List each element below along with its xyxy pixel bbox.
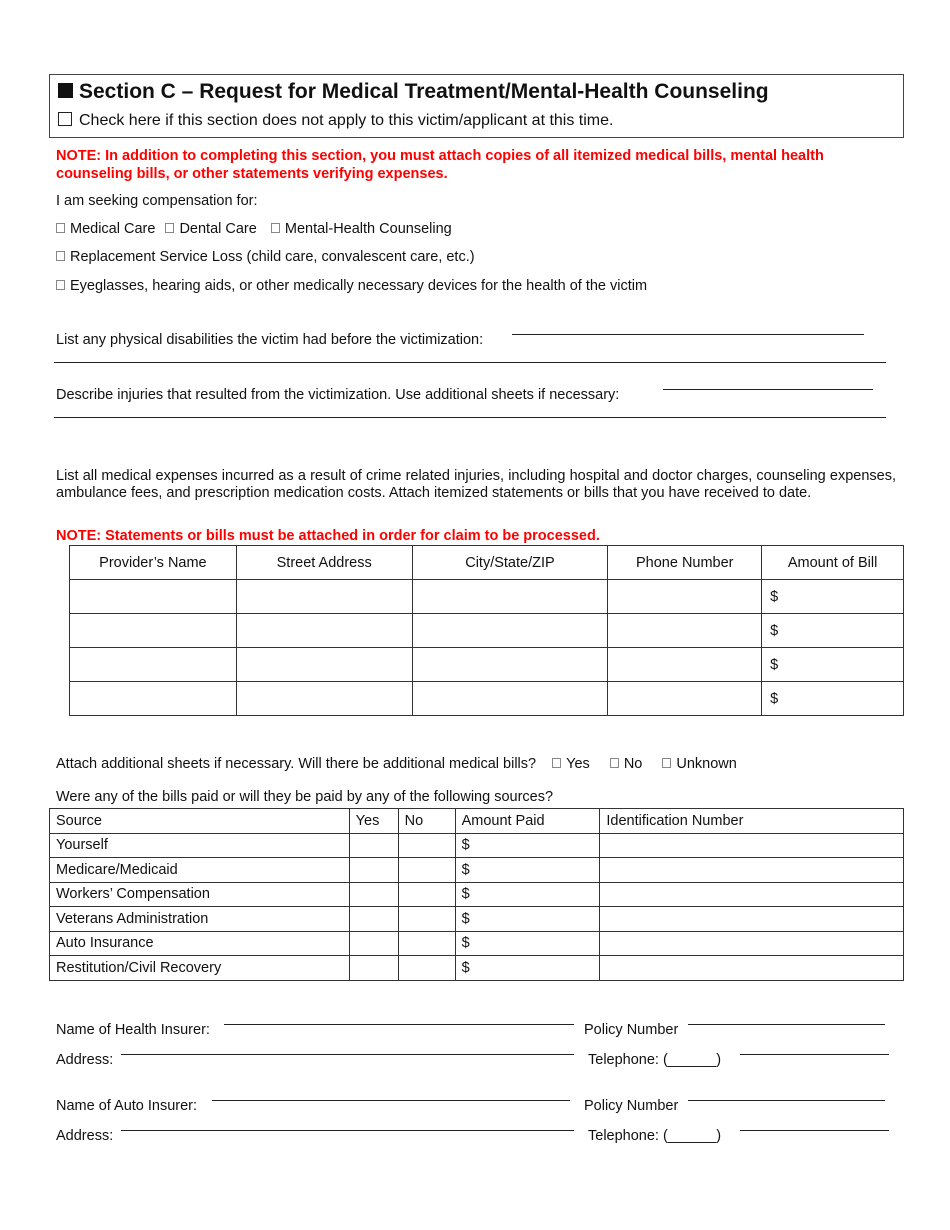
- no-cell[interactable]: [398, 833, 455, 858]
- option-yes[interactable]: [552, 756, 590, 772]
- option-label: No: [623, 756, 643, 772]
- yes-cell[interactable]: [349, 833, 398, 858]
- yes-cell[interactable]: [349, 882, 398, 907]
- col-source: Source: [50, 809, 350, 834]
- health-policy-label: Policy Number: [584, 1022, 679, 1038]
- amount-paid-cell[interactable]: $: [455, 833, 600, 858]
- yes-cell[interactable]: [349, 858, 398, 883]
- no-cell[interactable]: [398, 858, 455, 883]
- sources-question: Were any of the bills paid or will they be paid by any of the following sources?: [56, 789, 554, 805]
- table-row: [70, 648, 904, 682]
- col-city-state-zip: City/State/ZIP: [412, 546, 608, 580]
- col-provider-name: Provider’s Name: [70, 546, 237, 580]
- col-phone-number: Phone Number: [608, 546, 762, 580]
- table-row: [50, 956, 904, 981]
- checkbox-icon[interactable]: [662, 758, 671, 768]
- amount-paid-cell[interactable]: $: [455, 931, 600, 956]
- option-label: Yes: [566, 756, 590, 772]
- phone-cell[interactable]: [608, 648, 762, 682]
- option-replacement-service[interactable]: [56, 249, 475, 265]
- source-cell: Veterans Administration: [50, 907, 350, 932]
- expenses-paragraph: List all medical expenses incurred as a result of crime related injuries, including hospital and doctor charges, counseling expenses, ambulance fees, and prescription medication costs. Attach itemized statements or bills that you have received to date.: [56, 468, 896, 501]
- source-cell: Workers’ Compensation: [50, 882, 350, 907]
- square-bullet-icon: [58, 83, 73, 98]
- id-number-cell[interactable]: [600, 931, 904, 956]
- source-cell: Restitution/Civil Recovery: [50, 956, 350, 981]
- source-cell: Medicare/Medicaid: [50, 858, 350, 883]
- auto-insurer-label: Name of Auto Insurer:: [56, 1098, 198, 1114]
- id-number-cell[interactable]: [600, 882, 904, 907]
- checkbox-icon[interactable]: [56, 280, 65, 290]
- table-row: [70, 682, 904, 716]
- yes-cell[interactable]: [349, 931, 398, 956]
- no-cell[interactable]: [398, 907, 455, 932]
- auto-telephone-field[interactable]: [740, 1130, 889, 1131]
- amount-paid-cell[interactable]: $: [455, 956, 600, 981]
- phone-cell[interactable]: [608, 614, 762, 648]
- option-label: Replacement Service Loss (child care, convalescent care, etc.): [70, 249, 475, 265]
- street-cell[interactable]: [236, 648, 412, 682]
- col-amount-paid: Amount Paid: [455, 809, 600, 834]
- health-insurer-label: Name of Health Insurer:: [56, 1022, 210, 1038]
- option-eyeglasses[interactable]: [56, 278, 647, 294]
- yes-cell[interactable]: [349, 956, 398, 981]
- amount-cell[interactable]: $: [762, 580, 904, 614]
- id-number-cell[interactable]: [600, 907, 904, 932]
- amount-paid-cell[interactable]: $: [455, 882, 600, 907]
- option-label: Medical Care: [70, 221, 156, 237]
- col-street-address: Street Address: [236, 546, 412, 580]
- health-insurer-field[interactable]: [224, 1024, 574, 1025]
- auto-policy-label: Policy Number: [584, 1098, 679, 1114]
- health-policy-field[interactable]: [688, 1024, 885, 1025]
- section-header: [49, 74, 904, 138]
- disabilities-field-2[interactable]: [54, 362, 886, 363]
- yes-cell[interactable]: [349, 907, 398, 932]
- health-telephone-label: Telephone: (______): [588, 1052, 722, 1068]
- title-text: Section C – Request for Medical Treatment/Mental-Health Counseling: [79, 80, 769, 103]
- auto-address-label: Address:: [56, 1128, 114, 1144]
- options-row-1: [56, 221, 452, 237]
- option-medical-care[interactable]: [56, 221, 155, 237]
- no-cell[interactable]: [398, 956, 455, 981]
- additional-bills-label: Attach additional sheets if necessary. Will there be additional medical bills?: [56, 756, 537, 772]
- table-row: [50, 833, 904, 858]
- table-header-row: [50, 809, 904, 834]
- amount-paid-cell[interactable]: $: [455, 907, 600, 932]
- checkbox-icon[interactable]: [552, 758, 561, 768]
- auto-policy-field[interactable]: [688, 1100, 885, 1101]
- table-row: [50, 858, 904, 883]
- id-number-cell[interactable]: [600, 858, 904, 883]
- street-cell[interactable]: [236, 614, 412, 648]
- table-row: [50, 931, 904, 956]
- city-cell[interactable]: [412, 648, 608, 682]
- amount-paid-cell[interactable]: $: [455, 858, 600, 883]
- checkbox-icon[interactable]: [58, 112, 72, 126]
- table-row: [70, 580, 904, 614]
- col-identification-number: Identification Number: [600, 809, 904, 834]
- checkbox-icon[interactable]: [271, 223, 280, 233]
- health-address-field[interactable]: [121, 1054, 574, 1055]
- provider-name-cell[interactable]: [70, 614, 237, 648]
- sources-table: [49, 808, 904, 981]
- provider-name-cell[interactable]: [70, 682, 237, 716]
- option-no[interactable]: [610, 756, 643, 772]
- section-title: [58, 80, 769, 104]
- option-label: Unknown: [676, 756, 737, 772]
- option-label: Dental Care: [179, 221, 257, 237]
- health-address-label: Address:: [56, 1052, 114, 1068]
- auto-insurer-field[interactable]: [212, 1100, 570, 1101]
- col-yes: Yes: [349, 809, 398, 834]
- option-dental-care[interactable]: [165, 221, 256, 237]
- additional-bills-row: [56, 756, 737, 772]
- no-cell[interactable]: [398, 882, 455, 907]
- table-row: [50, 882, 904, 907]
- id-number-cell[interactable]: [600, 833, 904, 858]
- injuries-label: Describe injuries that resulted from the victimization. Use additional sheets if necessary:: [56, 387, 620, 403]
- provider-name-cell[interactable]: [70, 580, 237, 614]
- col-no: No: [398, 809, 455, 834]
- provider-name-cell[interactable]: [70, 648, 237, 682]
- option-label: Eyeglasses, hearing aids, or other medically necessary devices for the health of the victim: [70, 278, 648, 294]
- providers-table: [69, 545, 904, 716]
- street-cell[interactable]: [236, 580, 412, 614]
- not-apply-checkbox[interactable]: [58, 112, 613, 130]
- amount-cell[interactable]: $: [762, 682, 904, 716]
- col-amount-of-bill: Amount of Bill: [762, 546, 904, 580]
- amount-cell[interactable]: $: [762, 648, 904, 682]
- disabilities-field[interactable]: [512, 334, 864, 335]
- injuries-field[interactable]: [663, 389, 873, 390]
- id-number-cell[interactable]: [600, 956, 904, 981]
- auto-address-field[interactable]: [121, 1130, 574, 1131]
- seeking-label: I am seeking compensation for:: [56, 193, 258, 209]
- table-row: [50, 907, 904, 932]
- checkbox-icon[interactable]: [56, 251, 65, 261]
- amount-cell[interactable]: $: [762, 614, 904, 648]
- note-attach-line2: counseling bills, or other statements verifying expenses.: [56, 166, 448, 182]
- option-unknown[interactable]: [662, 756, 736, 772]
- no-cell[interactable]: [398, 931, 455, 956]
- phone-cell[interactable]: [608, 682, 762, 716]
- city-cell[interactable]: [412, 614, 608, 648]
- checkbox-icon[interactable]: [56, 223, 65, 233]
- city-cell[interactable]: [412, 682, 608, 716]
- note-statements: NOTE: Statements or bills must be attached in order for claim to be processed.: [56, 528, 600, 544]
- source-cell: Yourself: [50, 833, 350, 858]
- table-row: [70, 614, 904, 648]
- table-header-row: [70, 546, 904, 580]
- street-cell[interactable]: [236, 682, 412, 716]
- phone-cell[interactable]: [608, 580, 762, 614]
- not-apply-label: Check here if this section does not apply to this victim/applicant at this time.: [79, 112, 614, 129]
- option-mental-health[interactable]: [271, 221, 452, 237]
- note-attach-line1: NOTE: In addition to completing this section, you must attach copies of all itemized medical bills, mental health: [56, 148, 824, 164]
- checkbox-icon[interactable]: [165, 223, 174, 233]
- source-cell: Auto Insurance: [50, 931, 350, 956]
- option-label: Mental-Health Counseling: [284, 221, 452, 237]
- city-cell[interactable]: [412, 580, 608, 614]
- auto-telephone-label: Telephone: (______): [588, 1128, 722, 1144]
- health-telephone-field[interactable]: [740, 1054, 889, 1055]
- disabilities-label: List any physical disabilities the victim had before the victimization:: [56, 332, 484, 348]
- injuries-field-2[interactable]: [54, 417, 886, 418]
- checkbox-icon[interactable]: [610, 758, 619, 768]
